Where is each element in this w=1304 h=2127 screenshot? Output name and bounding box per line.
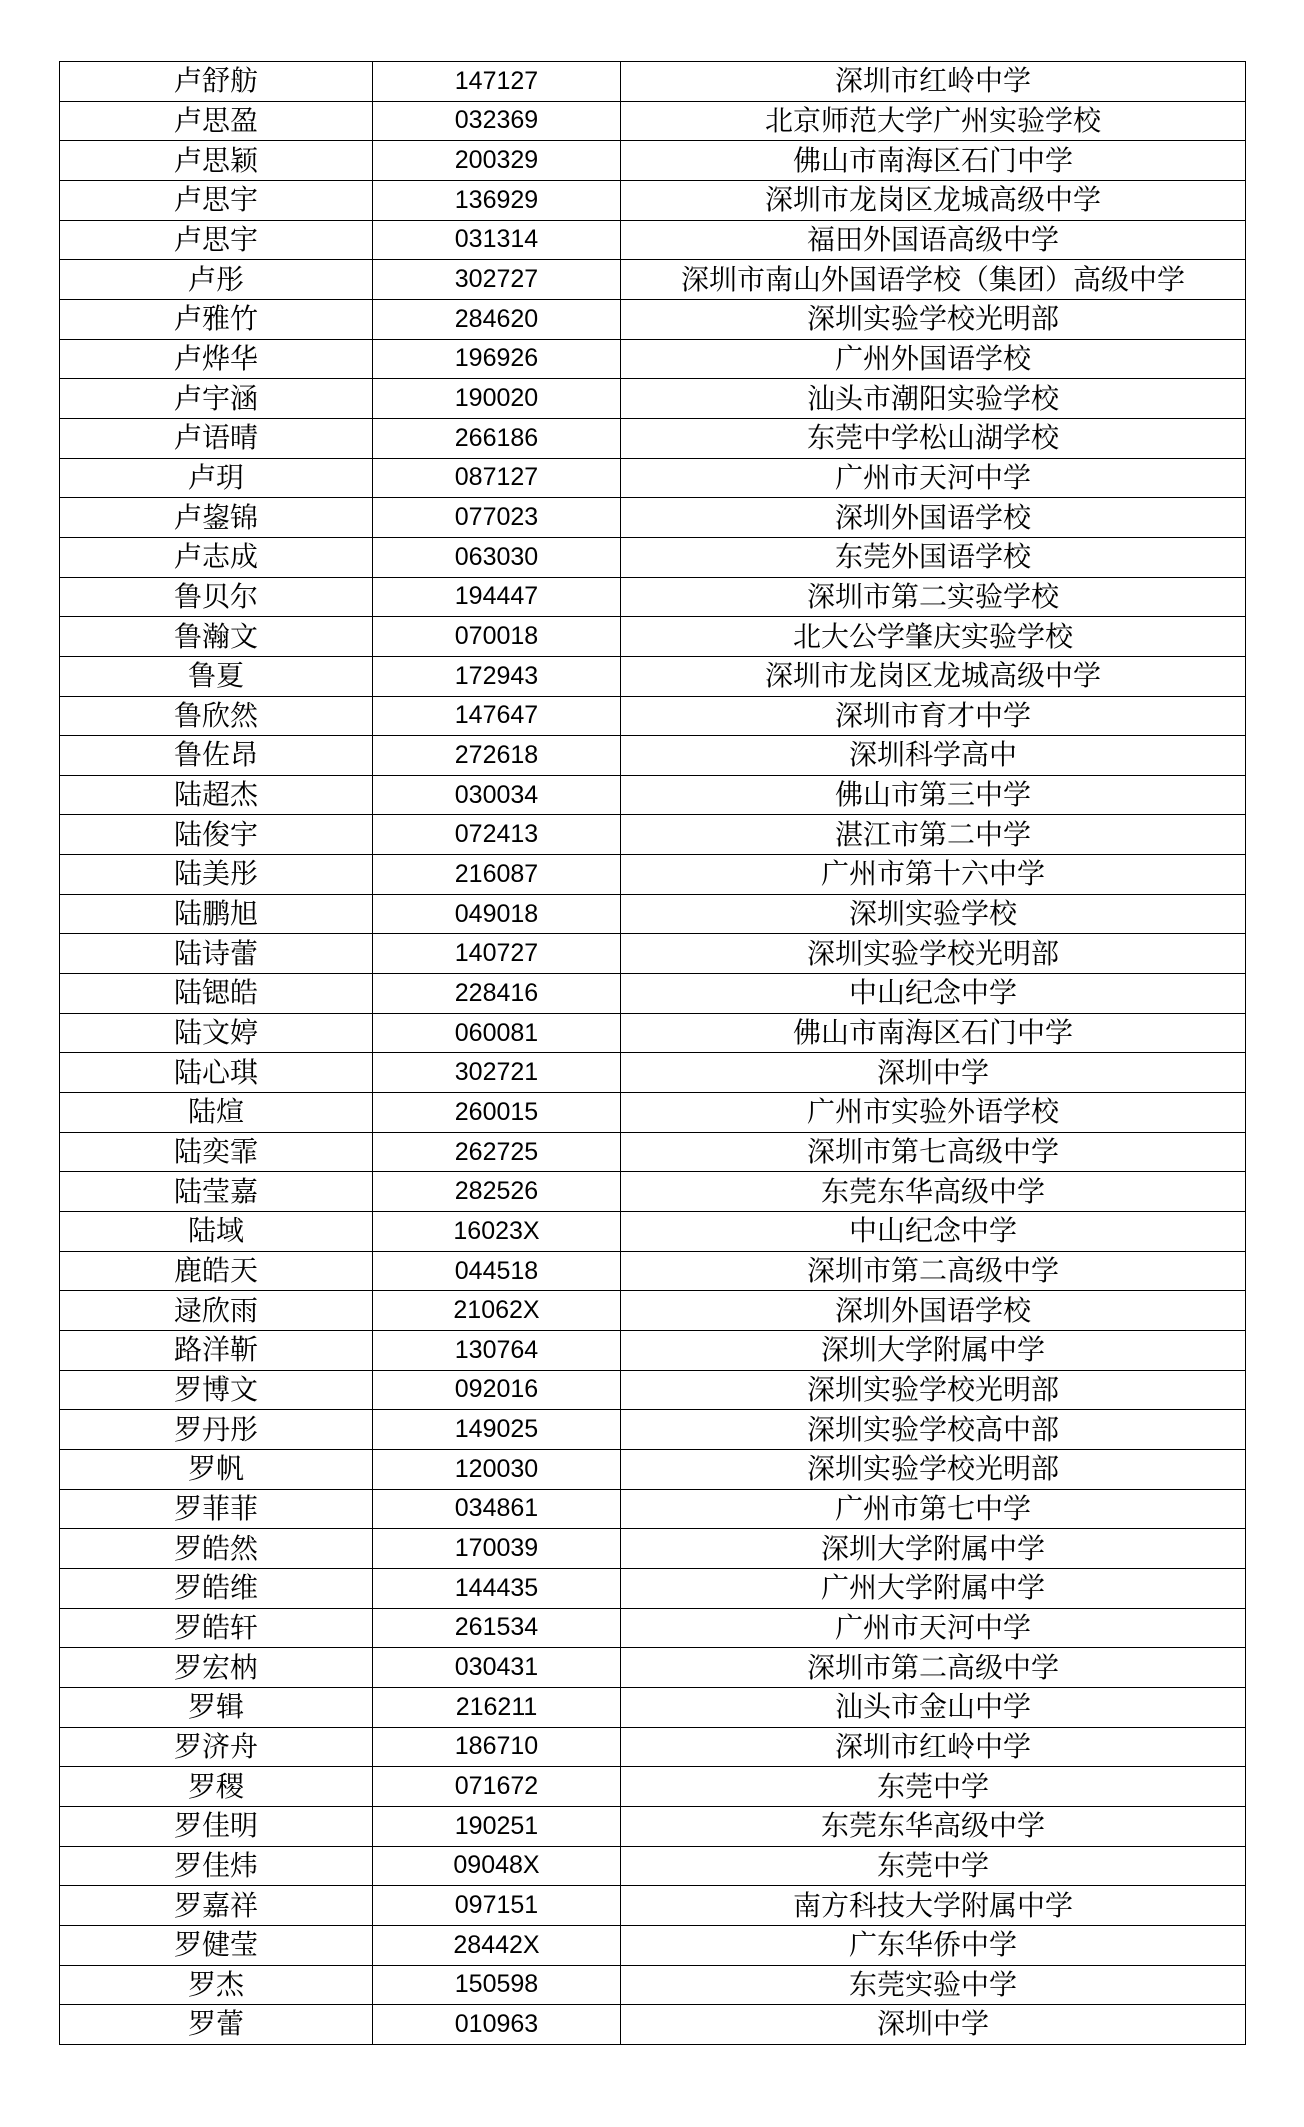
school-cell: 深圳中学	[621, 2005, 1246, 2045]
name-cell: 罗佳明	[60, 1806, 373, 1846]
school-cell: 东莞中学	[621, 1767, 1246, 1807]
id-cell: 172943	[373, 656, 621, 696]
id-cell: 097151	[373, 1886, 621, 1926]
school-cell: 深圳实验学校高中部	[621, 1410, 1246, 1450]
table-row	[60, 1410, 1246, 1450]
id-cell: 261534	[373, 1608, 621, 1648]
name-cell: 陆美彤	[60, 855, 373, 895]
id-cell: 200329	[373, 141, 621, 181]
name-cell: 卢思颖	[60, 141, 373, 181]
table-row	[60, 1291, 1246, 1331]
id-cell: 077023	[373, 498, 621, 538]
id-cell: 190251	[373, 1806, 621, 1846]
table-row	[60, 1331, 1246, 1371]
name-cell: 陆域	[60, 1212, 373, 1252]
table-row	[60, 815, 1246, 855]
id-cell: 266186	[373, 418, 621, 458]
table-row	[60, 775, 1246, 815]
school-cell: 佛山市第三中学	[621, 775, 1246, 815]
id-cell: 186710	[373, 1727, 621, 1767]
name-cell: 陆心琪	[60, 1053, 373, 1093]
school-cell: 深圳实验学校光明部	[621, 934, 1246, 974]
name-cell: 罗蕾	[60, 2005, 373, 2045]
table-row	[60, 855, 1246, 895]
id-cell: 034861	[373, 1489, 621, 1529]
school-cell: 东莞实验中学	[621, 1965, 1246, 2005]
school-cell: 东莞东华高级中学	[621, 1806, 1246, 1846]
school-cell: 深圳实验学校光明部	[621, 299, 1246, 339]
name-cell: 卢宇涵	[60, 379, 373, 419]
id-cell: 282526	[373, 1172, 621, 1212]
id-cell: 072413	[373, 815, 621, 855]
table-row	[60, 498, 1246, 538]
school-cell: 佛山市南海区石门中学	[621, 141, 1246, 181]
school-cell: 深圳科学高中	[621, 736, 1246, 776]
table-row	[60, 1053, 1246, 1093]
school-cell: 广州市第七中学	[621, 1489, 1246, 1529]
name-cell: 陆俊宇	[60, 815, 373, 855]
table-row	[60, 1212, 1246, 1252]
id-cell: 120030	[373, 1449, 621, 1489]
school-cell: 湛江市第二中学	[621, 815, 1246, 855]
table-row	[60, 299, 1246, 339]
school-cell: 深圳中学	[621, 1053, 1246, 1093]
id-cell: 144435	[373, 1568, 621, 1608]
name-cell: 路洋靳	[60, 1331, 373, 1371]
id-cell: 302721	[373, 1053, 621, 1093]
school-cell: 深圳外国语学校	[621, 498, 1246, 538]
school-cell: 佛山市南海区石门中学	[621, 1013, 1246, 1053]
table-row	[60, 1449, 1246, 1489]
id-cell: 16023X	[373, 1212, 621, 1252]
table-row	[60, 974, 1246, 1014]
id-cell: 032369	[373, 101, 621, 141]
table-row	[60, 696, 1246, 736]
table-row	[60, 617, 1246, 657]
name-cell: 卢语晴	[60, 418, 373, 458]
table-row	[60, 1370, 1246, 1410]
id-cell: 140727	[373, 934, 621, 974]
school-cell: 广州外国语学校	[621, 339, 1246, 379]
school-cell: 东莞中学松山湖学校	[621, 418, 1246, 458]
name-cell: 卢烨华	[60, 339, 373, 379]
table-row	[60, 141, 1246, 181]
table-row	[60, 1687, 1246, 1727]
roster-table	[59, 61, 1246, 2045]
id-cell: 216087	[373, 855, 621, 895]
name-cell: 罗丹彤	[60, 1410, 373, 1450]
table-row	[60, 1251, 1246, 1291]
table-row	[60, 1132, 1246, 1172]
table-row	[60, 1965, 1246, 2005]
school-cell: 北大公学肇庆实验学校	[621, 617, 1246, 657]
table-row	[60, 1093, 1246, 1133]
name-cell: 罗健莹	[60, 1925, 373, 1965]
name-cell: 陆奕霏	[60, 1132, 373, 1172]
table-row	[60, 101, 1246, 141]
school-cell: 中山纪念中学	[621, 974, 1246, 1014]
name-cell: 罗稷	[60, 1767, 373, 1807]
school-cell: 汕头市潮阳实验学校	[621, 379, 1246, 419]
name-cell: 鲁欣然	[60, 696, 373, 736]
id-cell: 071672	[373, 1767, 621, 1807]
id-cell: 196926	[373, 339, 621, 379]
id-cell: 044518	[373, 1251, 621, 1291]
table-row	[60, 1172, 1246, 1212]
id-cell: 28442X	[373, 1925, 621, 1965]
id-cell: 272618	[373, 736, 621, 776]
name-cell: 卢鋆锦	[60, 498, 373, 538]
school-cell: 深圳市第七高级中学	[621, 1132, 1246, 1172]
name-cell: 逯欣雨	[60, 1291, 373, 1331]
name-cell: 卢彤	[60, 260, 373, 300]
name-cell: 陆锶皓	[60, 974, 373, 1014]
id-cell: 030034	[373, 775, 621, 815]
table-row	[60, 577, 1246, 617]
id-cell: 170039	[373, 1529, 621, 1569]
table-row	[60, 1925, 1246, 1965]
table-row	[60, 180, 1246, 220]
table-row	[60, 656, 1246, 696]
table-row	[60, 339, 1246, 379]
name-cell: 陆莹嘉	[60, 1172, 373, 1212]
school-cell: 东莞东华高级中学	[621, 1172, 1246, 1212]
table-row	[60, 1846, 1246, 1886]
table-row	[60, 1886, 1246, 1926]
table-row	[60, 1608, 1246, 1648]
table-row	[60, 62, 1246, 102]
id-cell: 049018	[373, 894, 621, 934]
name-cell: 罗宏枘	[60, 1648, 373, 1688]
table-row	[60, 1648, 1246, 1688]
school-cell: 广州市天河中学	[621, 458, 1246, 498]
table-row	[60, 1568, 1246, 1608]
school-cell: 南方科技大学附属中学	[621, 1886, 1246, 1926]
id-cell: 063030	[373, 537, 621, 577]
school-cell: 广州大学附属中学	[621, 1568, 1246, 1608]
name-cell: 卢玥	[60, 458, 373, 498]
table-row	[60, 894, 1246, 934]
table-row	[60, 1767, 1246, 1807]
school-cell: 深圳市第二高级中学	[621, 1251, 1246, 1291]
id-cell: 302727	[373, 260, 621, 300]
id-cell: 031314	[373, 220, 621, 260]
name-cell: 鲁贝尔	[60, 577, 373, 617]
id-cell: 010963	[373, 2005, 621, 2045]
id-cell: 260015	[373, 1093, 621, 1133]
table-row	[60, 1529, 1246, 1569]
id-cell: 060081	[373, 1013, 621, 1053]
name-cell: 鲁夏	[60, 656, 373, 696]
id-cell: 216211	[373, 1687, 621, 1727]
school-cell: 深圳市红岭中学	[621, 62, 1246, 102]
name-cell: 罗博文	[60, 1370, 373, 1410]
school-cell: 广州市第十六中学	[621, 855, 1246, 895]
school-cell: 深圳实验学校	[621, 894, 1246, 934]
id-cell: 262725	[373, 1132, 621, 1172]
name-cell: 罗济舟	[60, 1727, 373, 1767]
name-cell: 卢雅竹	[60, 299, 373, 339]
school-cell: 福田外国语高级中学	[621, 220, 1246, 260]
name-cell: 陆诗蕾	[60, 934, 373, 974]
school-cell: 深圳市红岭中学	[621, 1727, 1246, 1767]
id-cell: 147127	[373, 62, 621, 102]
table-row	[60, 1727, 1246, 1767]
id-cell: 136929	[373, 180, 621, 220]
school-cell: 北京师范大学广州实验学校	[621, 101, 1246, 141]
table-row	[60, 458, 1246, 498]
name-cell: 鲁瀚文	[60, 617, 373, 657]
name-cell: 卢思宇	[60, 180, 373, 220]
school-cell: 深圳市龙岗区龙城高级中学	[621, 180, 1246, 220]
table-row	[60, 260, 1246, 300]
table-row	[60, 2005, 1246, 2045]
name-cell: 卢志成	[60, 537, 373, 577]
name-cell: 鹿皓天	[60, 1251, 373, 1291]
school-cell: 深圳大学附属中学	[621, 1529, 1246, 1569]
table-row	[60, 418, 1246, 458]
school-cell: 广东华侨中学	[621, 1925, 1246, 1965]
id-cell: 149025	[373, 1410, 621, 1450]
id-cell: 147647	[373, 696, 621, 736]
school-cell: 深圳外国语学校	[621, 1291, 1246, 1331]
name-cell: 罗杰	[60, 1965, 373, 2005]
name-cell: 卢思盈	[60, 101, 373, 141]
name-cell: 罗帆	[60, 1449, 373, 1489]
table-row	[60, 379, 1246, 419]
id-cell: 09048X	[373, 1846, 621, 1886]
id-cell: 21062X	[373, 1291, 621, 1331]
id-cell: 190020	[373, 379, 621, 419]
school-cell: 东莞中学	[621, 1846, 1246, 1886]
table-row	[60, 537, 1246, 577]
name-cell: 罗菲菲	[60, 1489, 373, 1529]
school-cell: 深圳实验学校光明部	[621, 1370, 1246, 1410]
school-cell: 广州市实验外语学校	[621, 1093, 1246, 1133]
table-row	[60, 220, 1246, 260]
school-cell: 深圳市第二实验学校	[621, 577, 1246, 617]
id-cell: 030431	[373, 1648, 621, 1688]
id-cell: 228416	[373, 974, 621, 1014]
name-cell: 罗皓维	[60, 1568, 373, 1608]
name-cell: 鲁佐昂	[60, 736, 373, 776]
id-cell: 087127	[373, 458, 621, 498]
name-cell: 罗佳炜	[60, 1846, 373, 1886]
id-cell: 130764	[373, 1331, 621, 1371]
id-cell: 284620	[373, 299, 621, 339]
school-cell: 中山纪念中学	[621, 1212, 1246, 1252]
name-cell: 罗嘉祥	[60, 1886, 373, 1926]
table-row	[60, 736, 1246, 776]
school-cell: 汕头市金山中学	[621, 1687, 1246, 1727]
name-cell: 罗皓轩	[60, 1608, 373, 1648]
name-cell: 罗辑	[60, 1687, 373, 1727]
name-cell: 卢思宇	[60, 220, 373, 260]
school-cell: 东莞外国语学校	[621, 537, 1246, 577]
name-cell: 陆超杰	[60, 775, 373, 815]
school-cell: 深圳市第二高级中学	[621, 1648, 1246, 1688]
id-cell: 092016	[373, 1370, 621, 1410]
table-row	[60, 1013, 1246, 1053]
name-cell: 陆文婷	[60, 1013, 373, 1053]
name-cell: 陆鹏旭	[60, 894, 373, 934]
name-cell: 罗皓然	[60, 1529, 373, 1569]
id-cell: 194447	[373, 577, 621, 617]
school-cell: 深圳市龙岗区龙城高级中学	[621, 656, 1246, 696]
table-row	[60, 1489, 1246, 1529]
school-cell: 深圳市南山外国语学校（集团）高级中学	[621, 260, 1246, 300]
school-cell: 深圳实验学校光明部	[621, 1449, 1246, 1489]
id-cell: 070018	[373, 617, 621, 657]
school-cell: 深圳市育才中学	[621, 696, 1246, 736]
id-cell: 150598	[373, 1965, 621, 2005]
school-cell: 广州市天河中学	[621, 1608, 1246, 1648]
name-cell: 卢舒舫	[60, 62, 373, 102]
school-cell: 深圳大学附属中学	[621, 1331, 1246, 1371]
name-cell: 陆煊	[60, 1093, 373, 1133]
table-row	[60, 934, 1246, 974]
table-row	[60, 1806, 1246, 1846]
